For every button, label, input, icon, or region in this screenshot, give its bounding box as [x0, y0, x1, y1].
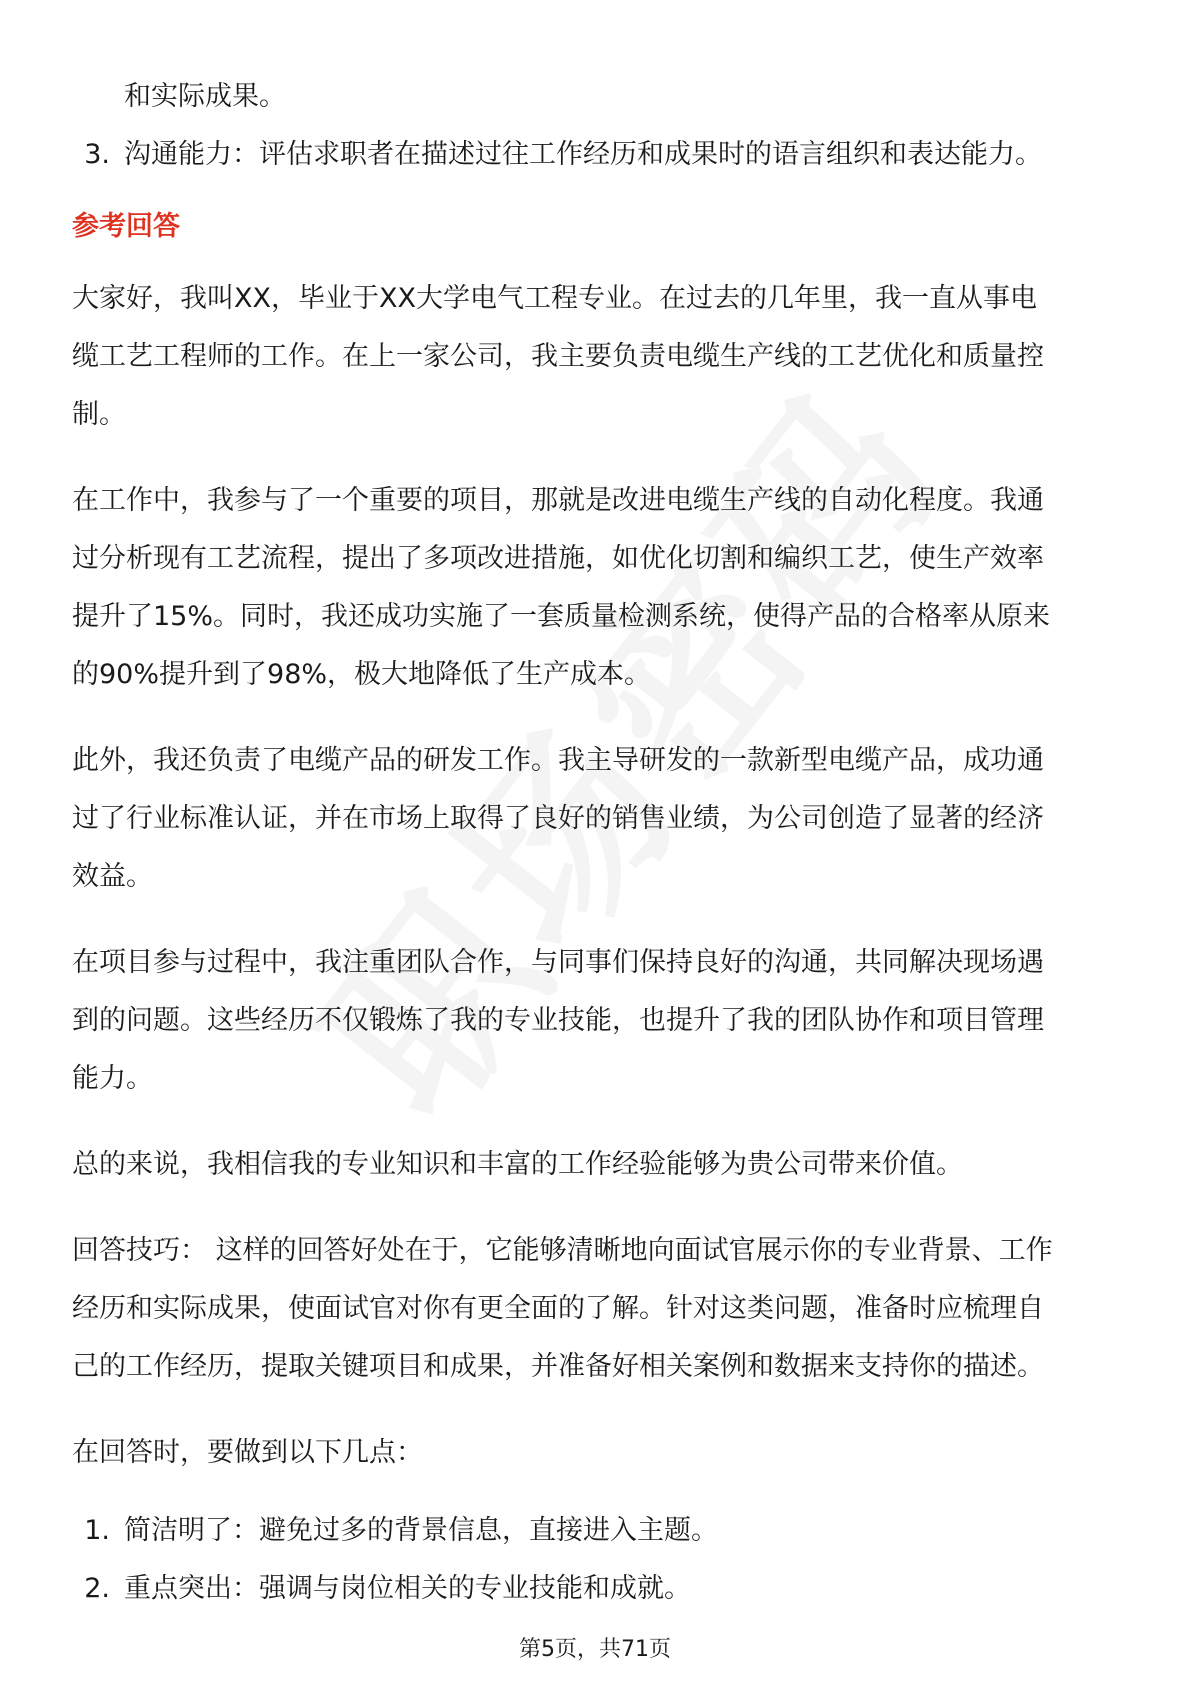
paragraph-line: 到的问题。这些经历不仅锻炼了我的专业技能，也提升了我的团队协作和项目管理	[72, 1005, 1044, 1036]
list-number: 2.	[84, 1573, 110, 1604]
paragraph-points-intro	[72, 1424, 1122, 1482]
paragraph-line: 缆工艺工程师的工作。在上一家公司，我主要负责电缆生产线的工艺优化和质量控	[72, 341, 1044, 372]
paragraph-line: 经历和实际成果，使面试官对你有更全面的了解。针对这类问题，准备时应梳理自	[72, 1293, 1044, 1324]
paragraph-line: 能力。	[72, 1063, 153, 1094]
list-item	[72, 1560, 1122, 1618]
list-item	[72, 126, 1122, 184]
paragraph-summary	[72, 1136, 1122, 1194]
paragraph-rnd	[72, 732, 1122, 906]
paragraph-intro	[72, 270, 1122, 444]
paragraph-line: 总的来说，我相信我的专业知识和丰富的工作经验能够为贵公司带来价值。	[72, 1149, 963, 1180]
paragraph-line: 提升了15%。同时，我还成功实施了一套质量检测系统，使得产品的合格率从原来	[72, 601, 1051, 632]
paragraph-line: 的90%提升到了98%，极大地降低了生产成本。	[72, 659, 652, 690]
page-footer: 第5页，共71页	[519, 1637, 671, 1662]
list-text: 重点突出：强调与岗位相关的专业技能和成就。	[124, 1573, 691, 1604]
paragraph-line: 此外，我还负责了电缆产品的研发工作。我主导研发的一款新型电缆产品，成功通	[72, 745, 1044, 776]
list-text: 沟通能力：评估求职者在描述过往工作经历和成果时的语言组织和表达能力。	[124, 139, 1042, 170]
page-content	[72, 68, 1122, 1618]
paragraph-teamwork	[72, 934, 1122, 1108]
section-heading: 参考回答	[72, 211, 180, 242]
list-item	[72, 1502, 1122, 1560]
paragraph-line: 大家好，我叫XX，毕业于XX大学电气工程专业。在过去的几年里，我一直从事电	[72, 283, 1037, 314]
list-text: 简洁明了：避免过多的背景信息，直接进入主题。	[124, 1515, 718, 1546]
paragraph-line: 在项目参与过程中，我注重团队合作，与同事们保持良好的沟通，共同解决现场遇	[72, 947, 1044, 978]
paragraph-line: 过了行业标准认证，并在市场上取得了良好的销售业绩，为公司创造了显著的经济	[72, 803, 1044, 834]
list-number: 3.	[84, 139, 110, 170]
paragraph-line: 制。	[72, 399, 126, 430]
paragraph-line: 过分析现有工艺流程，提出了多项改进措施，如优化切割和编织工艺，使生产效率	[72, 543, 1044, 574]
list-continuation-line: 和实际成果。	[124, 81, 286, 112]
paragraph-project	[72, 472, 1122, 704]
paragraph-line: 己的工作经历，提取关键项目和成果，并准备好相关案例和数据来支持你的描述。	[72, 1351, 1044, 1382]
paragraph-line: 在回答时，要做到以下几点：	[72, 1437, 423, 1468]
paragraph-line: 回答技巧： 这样的回答好处在于，它能够清晰地向面试官展示你的专业背景、工作	[72, 1235, 1053, 1266]
list-number: 1.	[84, 1515, 110, 1546]
paragraph-line: 在工作中，我参与了一个重要的项目，那就是改进电缆生产线的自动化程度。我通	[72, 485, 1044, 516]
paragraph-tips	[72, 1222, 1122, 1396]
paragraph-line: 效益。	[72, 861, 153, 892]
